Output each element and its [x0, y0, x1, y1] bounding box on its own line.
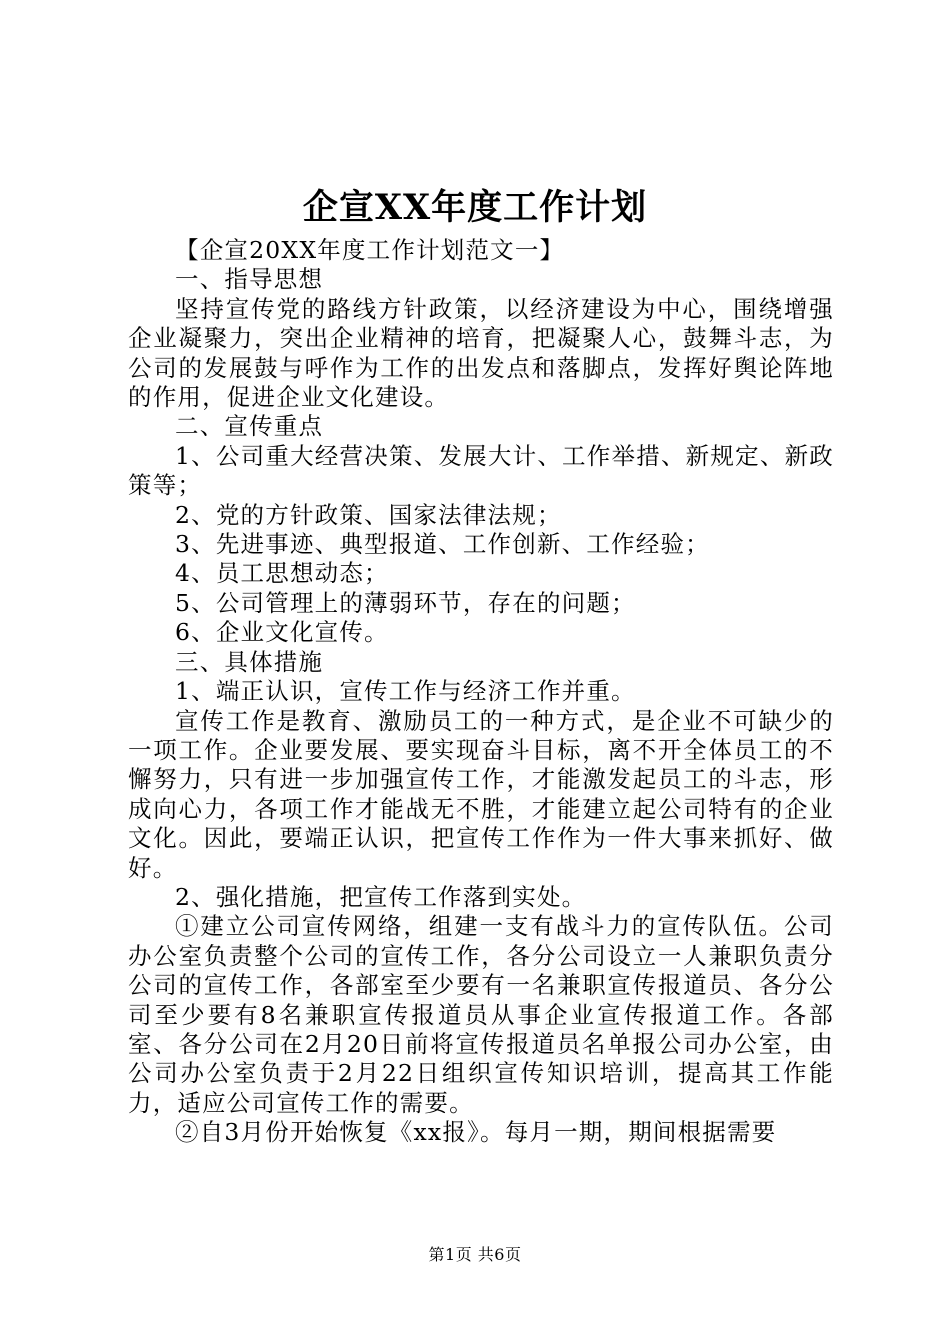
paragraph: ①建立公司宣传网络，组建一支有战斗力的宣传队伍。公司办公室负责整个公司的宣传工作，各分公司设立一人兼职负责分公司的宣传工作，各部室至少要有一名兼职宣传报道员、各分公司至少要有8名兼职宣传报道员从事企业宣传报道工作。各部室、各分公司在2月20日前将宣传报道员名单报公司办公室，由公司办公室负责于2月22日组织宣传知识培训，提高其工作能力，适应公司宣传工作的需要。 [128, 912, 834, 1117]
list-item: 4、员工思想动态； [175, 559, 389, 588]
list-item: 5、公司管理上的薄弱环节，存在的问题； [175, 588, 636, 617]
paragraph: ②自3月份开始恢复《xx报》。每月一期，期间根据需要 [175, 1118, 777, 1147]
paragraph: 坚持宣传党的路线方针政策，以经济建设为中心，围绕增强企业凝聚力，突出企业精神的培育，把凝聚人心，鼓舞斗志，为公司的发展鼓与呼作为工作的出发点和落脚点，发挥好舆论阵地的作用，促进企业文化建设。 [128, 294, 834, 412]
list-item: 2、党的方针政策、国家法律法规； [175, 500, 562, 529]
paragraph-heading-guiding-ideology: 一、指导思想 [175, 265, 324, 294]
paragraph: 宣传工作是教育、激励员工的一种方式，是企业不可缺少的一项工作。企业要发展、要实现奋斗目标，离不开全体员工的不懈努力，只有进一步加强宣传工作，才能激发起员工的斗志，形成向心力，各项工作才能战无不胜，才能建立起公司特有的企业文化。因此，要端正认识，把宣传工作作为一件大事来抓好、做好。 [128, 706, 834, 882]
page-number-footer: 第1页 共6页 [428, 1245, 522, 1264]
document-body [128, 236, 834, 1148]
list-item: 1、公司重大经营决策、发展大计、工作举措、新规定、新政策等； [128, 441, 834, 500]
list-item: 3、先进事迹、典型报道、工作创新、工作经验； [175, 530, 710, 559]
document-title: 企宣XX年度工作计划 [302, 187, 648, 228]
paragraph-section-heading: 【企宣20XX年度工作计划范文一】 [175, 236, 565, 264]
list-item: 6、企业文化宣传。 [175, 618, 389, 647]
list-item: 1、端正认识，宣传工作与经济工作并重。 [175, 677, 636, 706]
paragraph-heading-publicity-focus: 二、宣传重点 [175, 412, 324, 441]
list-item: 2、强化措施，把宣传工作落到实处。 [175, 882, 587, 911]
paragraph-heading-measures: 三、具体措施 [175, 647, 324, 676]
